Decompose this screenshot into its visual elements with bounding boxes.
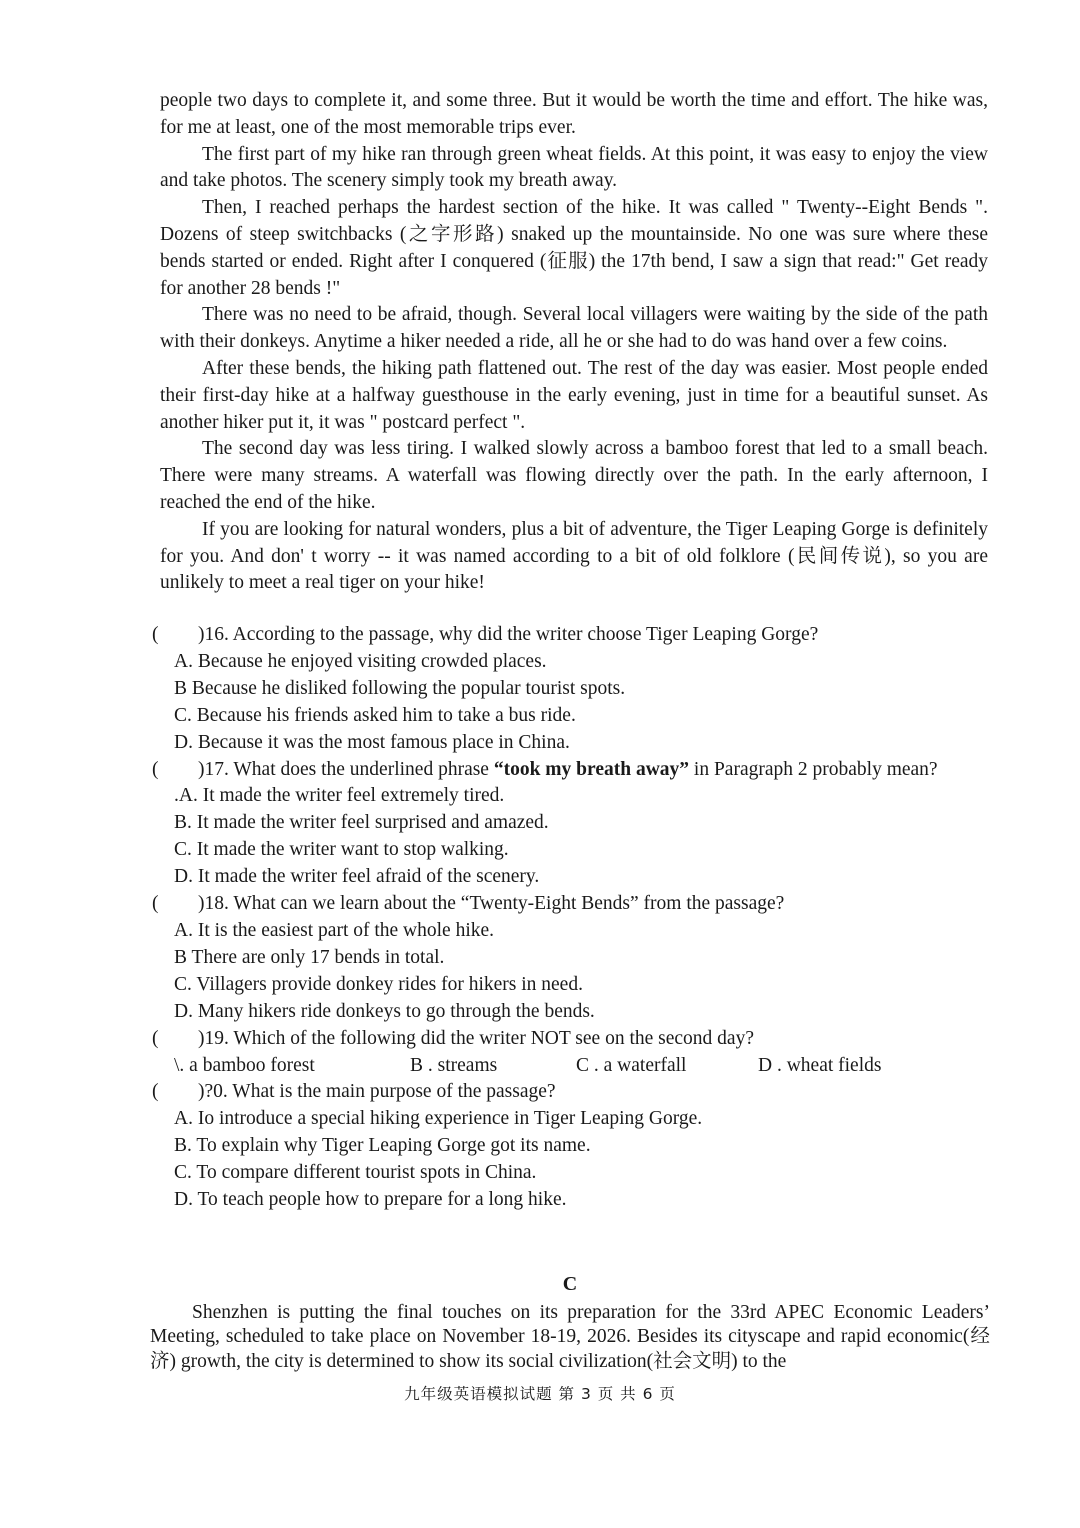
question-stem: )17. What does the underlined phrase [198, 758, 494, 780]
option-a: A. It is the easiest part of the whole hike. [174, 919, 495, 941]
option-c: C . a waterfall [576, 1054, 687, 1076]
question-16 [152, 622, 992, 757]
question-stem: )?0. What is the main purpose of the passage? [198, 1081, 556, 1103]
option-c: C. To compare different tourist spots in China. [174, 1162, 537, 1184]
option-c: C. It made the writer want to stop walking. [174, 839, 509, 861]
option-d: D . wheat fields [758, 1054, 882, 1076]
option-b: B . streams [410, 1054, 498, 1076]
passage-c [150, 1272, 990, 1374]
option-b: B Because he disliked following the popular tourist spots. [174, 677, 626, 699]
passage-paragraph: The second day was less tiring. I walked slowly across a bamboo forest that led to a small beach. There were many streams. A waterfall was flowing directly over the path. In the early afternoon, I reached the end of the hike. [160, 438, 988, 513]
option-d: D. To teach people how to prepare for a long hike. [174, 1189, 567, 1211]
option-d: D. Many hikers ride donkeys to go through the bends. [174, 1000, 595, 1022]
option-a: .A. It made the writer feel extremely tired. [174, 785, 505, 807]
option-a: \. a bamboo forest [174, 1054, 315, 1076]
option-b: B. To explain why Tiger Leaping Gorge got its name. [174, 1135, 591, 1157]
answer-blank[interactable]: ( [152, 893, 159, 915]
passage-paragraph: people two days to complete it, and some three. But it would be worth the time and effort. The hike was, for me at least, one of the most memorable trips ever. [160, 90, 988, 138]
question-stem: )16. According to the passage, why did the writer choose Tiger Leaping Gorge? [198, 624, 819, 645]
question-18 [152, 891, 992, 1026]
option-a: A. Io introduce a special hiking experience in Tiger Leaping Gorge. [174, 1108, 703, 1130]
passage-b [160, 88, 988, 597]
section-title: C [562, 1273, 578, 1295]
passage-paragraph: Then, I reached perhaps the hardest section of the hike. It was called " Twenty--Eight Bends ". Dozens of steep switchbacks (之字形路) snaked up the mountainside. No one was sure where these bends started or ended. Right after I conquered (征服) the 17th bend, I saw a sign that read:" Get ready for another 28 bends !" [160, 197, 988, 299]
answer-blank[interactable]: ( [152, 1081, 159, 1103]
option-c: C. Because his friends asked him to take a bus ride. [174, 704, 576, 726]
option-a: A. Because he enjoyed visiting crowded places. [174, 650, 547, 672]
option-d: D. Because it was the most famous place in China. [174, 731, 570, 753]
question-stem-bold-phrase: “took my breath away” [493, 758, 690, 780]
question-stem: )19. Which of the following did the writer NOT see on the second day? [198, 1027, 754, 1049]
option-b: B. It made the writer feel surprised and amazed. [174, 812, 549, 834]
passage-paragraph: There was no need to be afraid, though. Several local villagers were waiting by the side of the path with their donkeys. Anytime a hiker needed a ride, all he or she had to do was hand over a few coins. [160, 304, 988, 353]
option-d: D. It made the writer feel afraid of the scenery. [174, 866, 540, 888]
option-c: C. Villagers provide donkey rides for hikers in need. [174, 973, 583, 995]
answer-blank[interactable]: ( [152, 758, 159, 780]
question-19 [152, 1026, 992, 1080]
option-b: B There are only 17 bends in total. [174, 946, 445, 968]
question-stem: )18. What can we learn about the “Twenty-Eight Bends” from the passage? [198, 893, 785, 915]
question-20 [152, 1079, 992, 1214]
passage-paragraph: The first part of my hike ran through green wheat fields. At this point, it was easy to enjoy the view and take photos. The scenery simply took my breath away. [160, 143, 988, 192]
question-17 [152, 757, 992, 892]
passage-paragraph: If you are looking for natural wonders, plus a bit of adventure, the Tiger Leaping Gorge is definitely for you. And don' t worry -- it was named according to a bit of old folklore (民间传说), so you are unlikely to meet a real tiger on your hike! [160, 518, 988, 594]
inline-options [174, 1053, 992, 1080]
question-stem-end: in Paragraph 2 probably mean? [689, 758, 938, 780]
question-list [152, 622, 992, 1214]
passage-paragraph: Shenzhen is putting the final touches on its preparation for the 33rd APEC Economic Leaders’ Meeting, scheduled to take place on November 18-19, 2026. Besides its cityscape and rapid economic(经济) growth, the city is determined to show its social civilization(社会文明) to the [150, 1301, 990, 1372]
passage-paragraph: After these bends, the hiking path flattened out. The rest of the day was easier. Most people ended their first-day hike at a halfway guesthouse in the early evening, just in time for a beautiful sunset. As another hiker put it, it was " postcard perfect ". [160, 357, 988, 433]
answer-blank[interactable]: ( [152, 624, 159, 645]
page-footer: 九年级英语模拟试题 第 3 页 共 6 页 [404, 1385, 676, 1403]
answer-blank[interactable]: ( [152, 1027, 159, 1049]
